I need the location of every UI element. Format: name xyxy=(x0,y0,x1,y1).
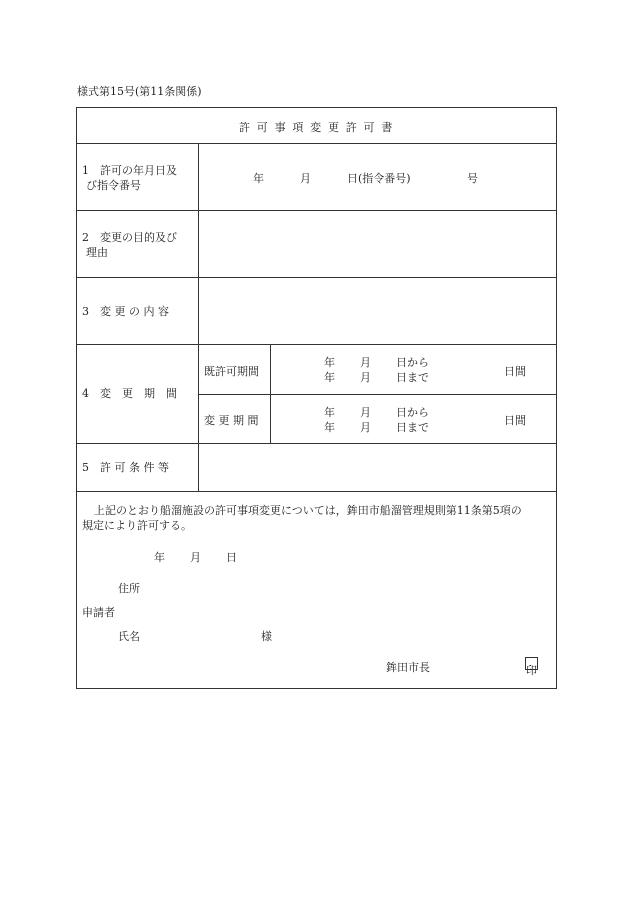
sub2-d1: 日から xyxy=(396,406,429,419)
sub2-d2: 日まで xyxy=(396,421,429,434)
sub1-m2: 月 xyxy=(360,371,371,384)
body-line-2: 規定により許可する。 xyxy=(82,519,192,532)
row1-label-1: 1 許可の年月日及 xyxy=(82,164,177,177)
sub1-days: 日間 xyxy=(504,365,526,378)
sub2-m2: 月 xyxy=(360,421,371,434)
applicant-label: 申請者 xyxy=(82,606,115,619)
form-title: 許 可 事 項 変 更 許 可 書 xyxy=(238,121,395,134)
sub1-d2: 日まで xyxy=(396,371,429,384)
row1-day: 日(指令番号) xyxy=(347,172,411,185)
date-day: 日 xyxy=(226,551,237,564)
permit-form xyxy=(76,107,557,689)
name-label: 氏名 xyxy=(118,630,140,643)
sub2-y2: 年 xyxy=(324,421,335,434)
row-period xyxy=(77,345,556,444)
form-reference: 様式第15号(第11条関係) xyxy=(77,85,202,98)
row5-label: 5 許 可 条 件 等 xyxy=(82,461,169,474)
sub2-m1: 月 xyxy=(360,406,371,419)
seal-label: 印 xyxy=(526,664,537,677)
row3-label: 3 変 更 の 内 容 xyxy=(82,305,169,318)
mayor-label: 鉾田市長 xyxy=(386,661,430,674)
row1-month: 月 xyxy=(300,172,311,185)
row-conditions xyxy=(77,444,556,492)
row-purpose xyxy=(77,211,556,278)
date-month: 月 xyxy=(190,551,201,564)
sub1-d1: 日から xyxy=(396,356,429,369)
sub1-y2: 年 xyxy=(324,371,335,384)
sub2-label: 変 更 期 間 xyxy=(204,414,259,427)
row-permit-date xyxy=(77,144,556,211)
row1-label-2: び指令番号 xyxy=(86,179,141,192)
address-label: 住所 xyxy=(118,582,140,595)
row4-label: 4 変 更 期 間 xyxy=(82,387,177,400)
title-row xyxy=(77,108,556,144)
sub1-y1: 年 xyxy=(324,356,335,369)
row2-label-2: 理由 xyxy=(86,246,108,259)
body-line-1: 上記のとおり船溜施設の許可事項変更については，鉾田市船溜管理規則第11条第5項の xyxy=(94,504,522,517)
row1-number: 号 xyxy=(467,172,478,185)
body-section xyxy=(77,492,556,688)
honorific: 様 xyxy=(261,630,272,643)
row1-year: 年 xyxy=(253,172,264,185)
sub1-label: 既許可期間 xyxy=(204,365,259,378)
sub1-m1: 月 xyxy=(360,356,371,369)
date-year: 年 xyxy=(154,551,165,564)
sub2-days: 日間 xyxy=(504,414,526,427)
row-content xyxy=(77,278,556,345)
row2-label-1: 2 変更の目的及び xyxy=(82,231,177,244)
sub2-y1: 年 xyxy=(324,406,335,419)
